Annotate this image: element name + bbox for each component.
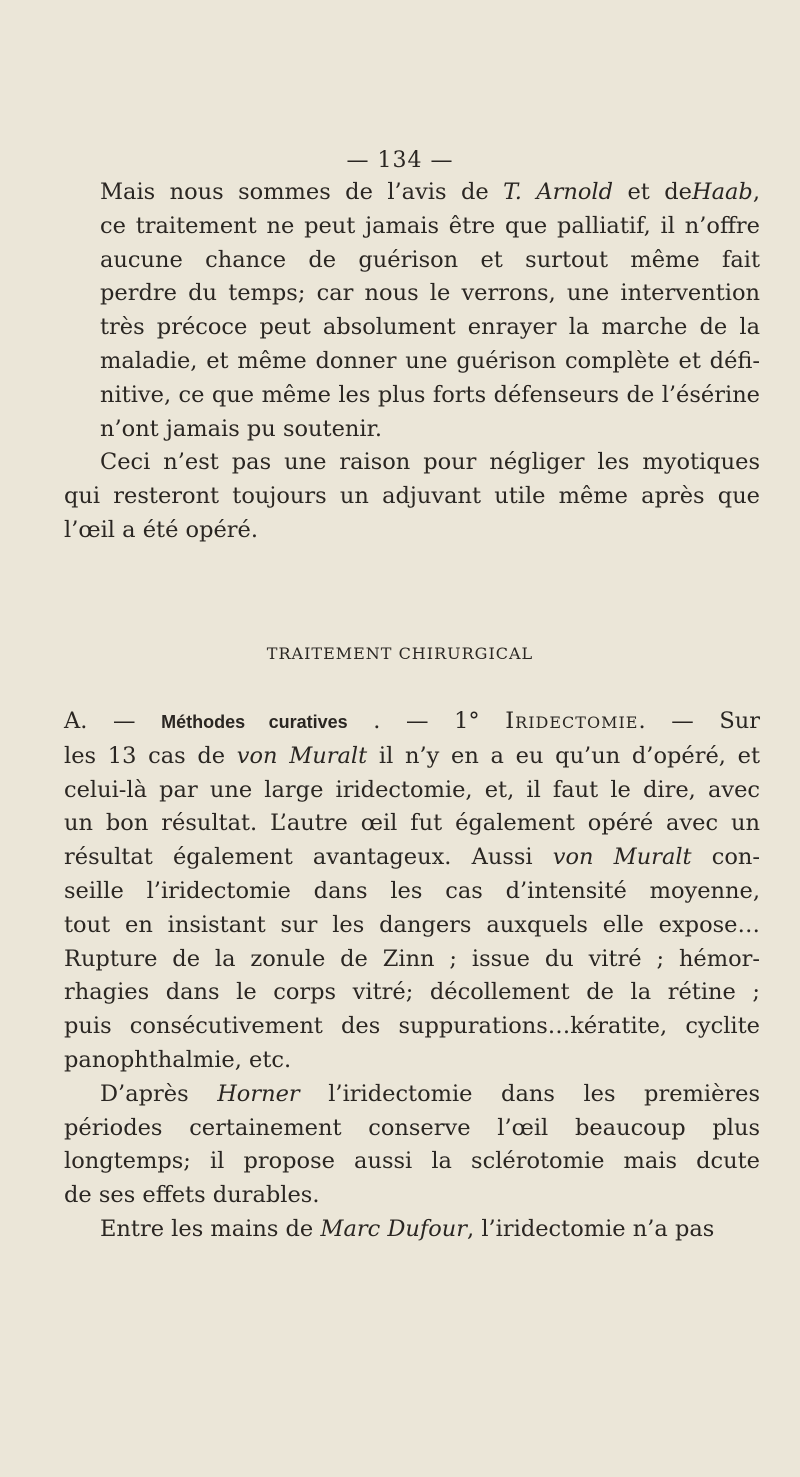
text-line: l’œil a été opéré. bbox=[64, 516, 259, 543]
text-line: très précoce peut absolument enrayer la marche de la bbox=[100, 314, 760, 341]
paragraph-3 bbox=[64, 705, 760, 1078]
author-name: von Muralt bbox=[236, 742, 368, 769]
author-name: Horner bbox=[217, 1080, 300, 1107]
author-name: T. Arnold bbox=[503, 179, 614, 205]
subheading-smallcaps: Iridectomie bbox=[505, 708, 639, 734]
text-line: perdre du temps; car nous le verrons, une intervention bbox=[100, 280, 760, 307]
text-line: tout en insistant sur les dangers auxquels elle expose… bbox=[64, 911, 760, 938]
text-line: les 13 cas de von Muralt il n’y en a eu qu’un d’opéré, et bbox=[64, 742, 760, 769]
text-line: résultat également avantageux. Aussi von Muralt con- bbox=[64, 844, 760, 871]
text-line: Rupture de la zonule de Zinn ; issue du vitré ; hémor- bbox=[64, 945, 760, 972]
section-heading: TRAITEMENT CHIRURGICAL bbox=[266, 644, 534, 663]
text-line: A. — Méthodes curatives . — 1° Iridectomie. — Sur bbox=[64, 708, 760, 734]
author-name: von Muralt bbox=[552, 844, 692, 871]
author-name: Haab bbox=[691, 179, 753, 205]
text-line: n’ont jamais pu soutenir. bbox=[100, 415, 383, 442]
subheading-bold: Méthodes curatives bbox=[161, 712, 348, 732]
text-line: D’après Horner l’iridectomie dans les premières bbox=[100, 1080, 760, 1107]
text-line: rhagies dans le corps vitré; décollement de la rétine ; bbox=[64, 979, 760, 1006]
text-line: ce traitement ne peut jamais être que palliatif, il n’offre bbox=[100, 212, 760, 239]
text-block-top bbox=[64, 176, 760, 548]
author-name: Marc Dufour bbox=[320, 1215, 468, 1242]
text-line: panophthalmie, etc. bbox=[64, 1046, 292, 1073]
text-line: Mais nous sommes de l’avis de T. Arnold et deHaab, bbox=[100, 179, 760, 205]
paragraph-2 bbox=[64, 446, 760, 547]
text-line: seille l’iridectomie dans les cas d’intensité moyenne, bbox=[64, 877, 760, 904]
page-number: — 134 — bbox=[346, 148, 454, 173]
text-line: longtemps; il propose aussi la sclérotomie mais dcute bbox=[64, 1148, 760, 1175]
text-line: de ses effets durables. bbox=[64, 1182, 320, 1209]
text-line: puis consécutivement des suppurations…kératite, cyclite bbox=[64, 1013, 760, 1040]
text-line: maladie, et même donner une guérison complète et défi- bbox=[100, 347, 760, 374]
text-line: aucune chance de guérison et surtout même fait bbox=[100, 246, 760, 273]
text-line: Entre les mains de Marc Dufour, l’iridectomie n’a pas bbox=[100, 1215, 715, 1242]
text-line: périodes certainement conserve l’œil beaucoup plus bbox=[64, 1114, 760, 1141]
text-block-bottom bbox=[64, 705, 760, 1247]
text-line: celui-là par une large iridectomie, et, il faut le dire, avec bbox=[64, 776, 760, 803]
text-line: qui resteront toujours un adjuvant utile même après que bbox=[64, 483, 760, 510]
paragraph-1 bbox=[64, 176, 760, 446]
text-line: un bon résultat. L’autre œil fut également opéré avec un bbox=[64, 810, 760, 837]
paragraph-4 bbox=[64, 1078, 760, 1213]
text-line: nitive, ce que même les plus forts défenseurs de l’ésérine bbox=[100, 381, 760, 408]
text-line: Ceci n’est pas une raison pour négliger les myotiques bbox=[100, 449, 760, 476]
paragraph-5 bbox=[64, 1213, 760, 1247]
